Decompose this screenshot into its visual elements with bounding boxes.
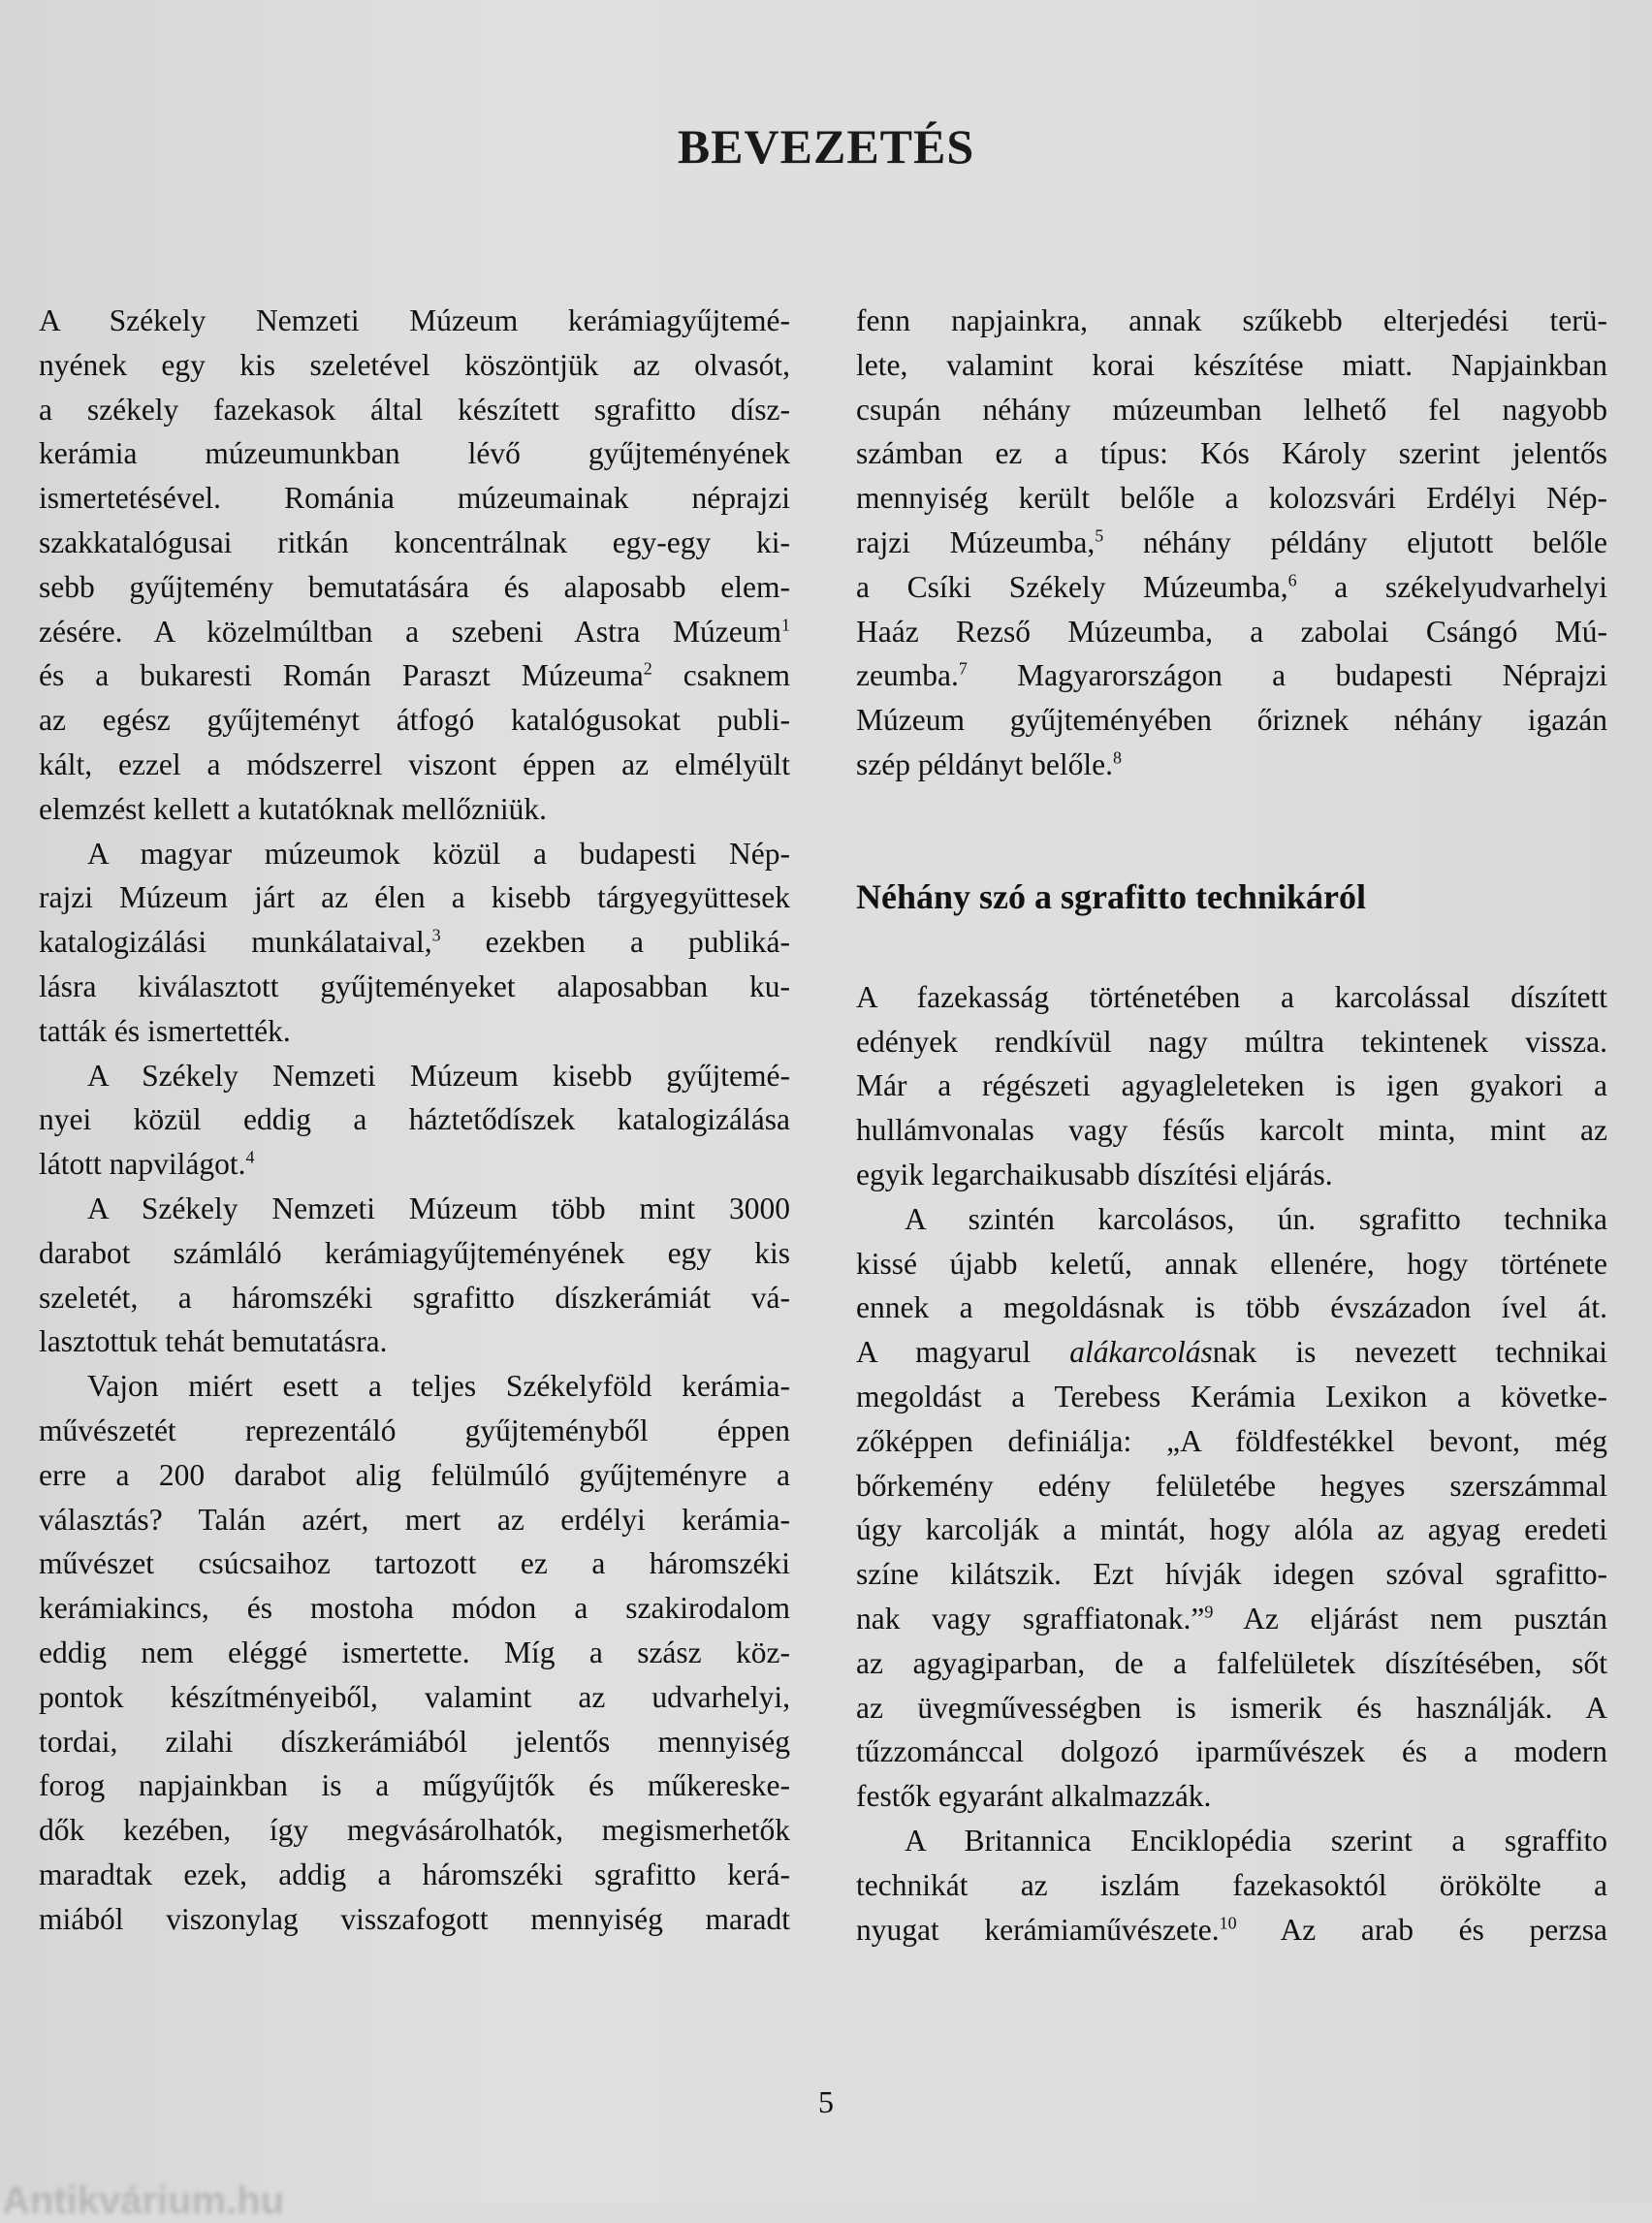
text-line: nyének egy kis szeletével köszöntjük az olvasót,: [39, 347, 790, 382]
text-line: egyik legarchaikusabb díszítési eljárás.: [856, 1157, 1333, 1191]
text-segment: nak is nevezett technikai: [1212, 1335, 1607, 1370]
text-line: [856, 653, 1607, 698]
text-segment: A magyarul: [856, 1335, 1070, 1370]
text-line: bőrkemény edény felületébe hegyes szerszámmal: [856, 1468, 1607, 1503]
text-line: [856, 1597, 1607, 1641]
chapter-title: BEVEZETÉS: [677, 119, 975, 174]
paragraph: [856, 299, 1607, 787]
text-line: [856, 521, 1607, 565]
text-line: eddig nem eléggé ismertette. Míg a szász köz-: [39, 1635, 790, 1669]
text-segment: ezekben a publiká-: [440, 925, 790, 960]
text-segment: Magyarországon a budapesti Néprajzi: [967, 658, 1607, 693]
text-line: tatták és ismertették.: [39, 1013, 291, 1048]
section-heading: Néhány szó a sgrafitto technikáról: [856, 876, 1366, 916]
paragraph: [39, 1054, 790, 1187]
text-line: A magyar múzeumok közül a budapesti Nép-: [87, 836, 790, 871]
text-line: hullámvonalas vagy fésűs karcolt minta, mint az: [856, 1113, 1607, 1148]
text-segment: zeumba.: [856, 658, 959, 693]
text-segment: csaknem: [651, 658, 790, 693]
text-line: az üvegművességben is ismerik és használják. A: [856, 1690, 1607, 1725]
text-line: az agyagiparban, de a falfelületek díszítésében, sőt: [856, 1645, 1607, 1680]
text-segment: látott napvilágot.: [39, 1147, 246, 1182]
text-line: ismertetésével. Románia múzeumainak néprajzi: [39, 481, 790, 516]
text-line: rajzi Múzeum járt az élen a kisebb tárgyegyüttesek: [39, 880, 790, 915]
paragraph: [39, 299, 790, 832]
text-line: lasztottuk tehát bemutatásra.: [39, 1324, 388, 1359]
text-line: erre a 200 darabot alig felülmúló gyűjteményre a: [39, 1457, 790, 1492]
text-line: Haáz Rezső Múzeumba, a zabolai Csángó Mú-: [856, 614, 1607, 649]
footnote-ref[interactable]: 5: [1095, 525, 1104, 546]
text-line: edények rendkívül nagy múltra tekintenek vissza.: [856, 1024, 1607, 1059]
text-line: kerámiakincs, és mostoha módon a szakirodalom: [39, 1591, 790, 1626]
text-line: fenn napjainkra, annak szűkebb elterjedési terü-: [856, 303, 1607, 337]
text-line: [856, 1330, 1607, 1375]
text-line: A Britannica Enciklopédia szerint a sgraffito: [905, 1823, 1607, 1858]
text-line: művészetét reprezentáló gyűjteményből éppen: [39, 1413, 790, 1447]
footnote-ref[interactable]: 7: [958, 658, 968, 679]
text-segment: a székelyudvarhelyi: [1296, 569, 1608, 604]
footnote-ref[interactable]: 9: [1204, 1602, 1214, 1622]
text-line: [39, 1142, 790, 1187]
text-line: Vajon miért esett a teljes Székelyföld kerámia-: [87, 1369, 790, 1404]
text-line: kerámia múzeumunkban lévő gyűjteményének: [39, 436, 790, 471]
text-line: tordai, zilahi díszkerámiából jelentős mennyiség: [39, 1724, 790, 1759]
text-line: Már a régészeti agyagleleteken is igen gyakori a: [856, 1068, 1607, 1103]
text-line: [39, 920, 790, 965]
text-line: kált, ezzel a módszerrel viszont éppen az elmélyült: [39, 746, 790, 781]
text-segment: nyugat kerámiaművészete.: [856, 1912, 1220, 1947]
text-segment: és a bukaresti Román Paraszt Múzeuma: [39, 658, 644, 693]
text-line: lásra kiválasztott gyűjteményeket alaposabban ku-: [39, 969, 790, 1003]
text-line: miából viszonylag visszafogott mennyiség maradt: [39, 1901, 790, 1936]
footnote-ref[interactable]: 4: [245, 1147, 255, 1167]
paragraph: [856, 975, 1607, 1197]
text-line: zőképpen definiálja: „A földfestékkel bevont, még: [856, 1423, 1607, 1458]
text-line: [856, 743, 1607, 787]
paragraph: [39, 1187, 790, 1364]
footnote-ref[interactable]: 1: [781, 615, 790, 635]
text-segment: Az arab és perzsa: [1236, 1912, 1607, 1947]
text-line: sebb gyűjtemény bemutatására és alaposabb elem-: [39, 569, 790, 604]
paragraph: [856, 1197, 1607, 1819]
text-line: [856, 565, 1607, 610]
text-line: lete, valamint korai készítése miatt. Napjainkban: [856, 347, 1607, 382]
text-line: megoldást a Terebess Kerámia Lexikon a követke-: [856, 1379, 1607, 1413]
text-line: [39, 610, 790, 654]
text-line: A szintén karcolásos, ún. sgrafitto technika: [905, 1201, 1607, 1236]
text-segment: Az eljárást nem pusztán: [1213, 1601, 1607, 1635]
text-line: csupán néhány múzeumban lelhető fel nagyobb: [856, 392, 1607, 427]
text-line: elemzést kellett a kutatóknak mellőzniük.: [39, 791, 547, 826]
text-line: ennek a megoldásnak is több évszázadon ível át.: [856, 1290, 1607, 1325]
text-line: A Székely Nemzeti Múzeum több mint 3000: [87, 1191, 790, 1225]
text-line: úgy karcolják a mintát, hogy alóla az agyag eredeti: [856, 1512, 1607, 1547]
text-segment: rajzi Múzeumba,: [856, 524, 1096, 559]
text-line: forog napjainkban is a műgyűjtők és műkereske-: [39, 1768, 790, 1803]
text-line: pontok készítményeiből, valamint az udvarhelyi,: [39, 1679, 790, 1714]
text-line: szeletét, a háromszéki sgrafitto díszkerámiát vá-: [39, 1280, 790, 1315]
italic-term: alákarcolás: [1069, 1335, 1213, 1370]
text-segment: néhány példány eljutott belőle: [1103, 524, 1607, 559]
text-line: [856, 1908, 1607, 1953]
text-line: darabot számláló kerámiagyűjteményének egy kis: [39, 1235, 790, 1270]
left-text-column: [39, 299, 790, 1941]
text-line: Múzeum gyűjteményében őriznek néhány igazán: [856, 703, 1607, 738]
text-line: számban ez a típus: Kós Károly szerint jelentős: [856, 436, 1607, 471]
text-line: [39, 653, 790, 698]
spacer: [856, 787, 1607, 874]
text-segment: zésére. A közelmúltban a szebeni Astra Múzeum: [39, 614, 781, 649]
text-line: színe kilátszik. Ezt hívják idegen szóval sgrafitto-: [856, 1557, 1607, 1592]
paragraph: [39, 832, 790, 1054]
text-line: választás? Talán azért, mert az erdélyi kerámia-: [39, 1502, 790, 1537]
text-line: A Székely Nemzeti Múzeum kerámiagyűjtemé-: [39, 303, 790, 337]
text-line: kissé újabb keletű, annak ellenére, hogy története: [856, 1246, 1607, 1281]
text-line: mennyiség került belőle a kolozsvári Erdélyi Nép-: [856, 481, 1607, 516]
footnote-ref[interactable]: 8: [1113, 747, 1123, 768]
text-segment: katalogizálási munkálataival,: [39, 925, 432, 960]
spacer: [856, 919, 1607, 975]
text-segment: a Csíki Székely Múzeumba,: [856, 569, 1288, 604]
text-line: a székely fazekasok által készített sgrafitto dísz-: [39, 392, 790, 427]
text-segment: nak vagy sgraffiatonak.”: [856, 1601, 1205, 1635]
footnote-ref[interactable]: 2: [643, 658, 652, 679]
page-number: 5: [818, 2084, 834, 2119]
text-line: tűzzománccal dolgozó iparművészek és a modern: [856, 1734, 1607, 1769]
text-line: dők kezében, így megvásárolhatók, megismerhetők: [39, 1813, 790, 1848]
footnote-ref[interactable]: 6: [1287, 570, 1297, 590]
text-line: maradtak ezek, addig a háromszéki sgrafitto kerá-: [39, 1857, 790, 1891]
text-line: művészet csúcsaihoz tartozott ez a háromszéki: [39, 1546, 790, 1581]
text-line: A fazekasság történetében a karcolással díszített: [856, 979, 1607, 1014]
paragraph: [39, 1364, 790, 1941]
text-line: az egész gyűjteményt átfogó katalógusokat publi-: [39, 703, 790, 738]
paragraph: [856, 1819, 1607, 1952]
text-segment: szép példányt belőle.: [856, 746, 1114, 781]
text-line: A Székely Nemzeti Múzeum kisebb gyűjtemé-: [87, 1058, 790, 1093]
text-line: szakkatalógusai ritkán koncentrálnak egy-egy ki-: [39, 524, 790, 559]
text-line: nyei közül eddig a háztetődíszek katalogizálása: [39, 1102, 790, 1137]
footnote-ref[interactable]: 10: [1219, 1913, 1237, 1932]
footnote-ref[interactable]: 3: [431, 925, 441, 945]
text-line: festők egyaránt alkalmazzák.: [856, 1779, 1212, 1814]
right-text-column: [856, 299, 1607, 1952]
text-line: technikát az iszlám fazekasoktól örökölte a: [856, 1867, 1607, 1902]
watermark: Antikvárium.hu: [2, 2179, 285, 2222]
